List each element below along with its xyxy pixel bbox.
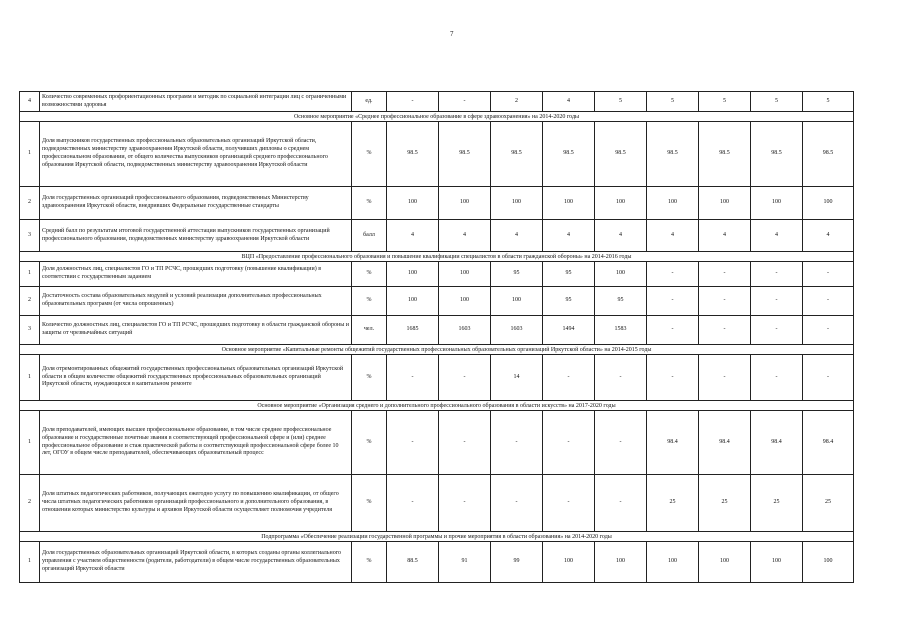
indicator-value: 4 <box>543 220 595 252</box>
indicator-value: 100 <box>543 187 595 220</box>
indicator-row <box>20 475 854 532</box>
indicator-row <box>20 220 854 252</box>
indicator-value: - <box>699 262 751 287</box>
indicator-value: 5 <box>595 92 647 112</box>
indicator-value: 98.4 <box>803 411 854 475</box>
indicator-name: Средний балл по результатам итоговой государственной аттестации выпускников государственных организаций профессионального образования, подведомственных министерству здравоохранения Иркутской области <box>40 220 352 252</box>
indicator-value: 1685 <box>387 316 439 345</box>
indicator-value: 95 <box>543 287 595 316</box>
indicator-name: Доля государственных образовательных организаций Иркутской области, в которых созданы органы коллегиального управления с участием общественности (родители, работодатели) в общем числе государственных образовательных организаций Иркутской области <box>40 542 352 583</box>
indicator-value: - <box>699 316 751 345</box>
indicator-row <box>20 262 854 287</box>
indicator-value: 100 <box>491 287 543 316</box>
indicator-value: 91 <box>439 542 491 583</box>
indicator-row <box>20 187 854 220</box>
indicator-value: 100 <box>647 187 699 220</box>
indicator-value: - <box>751 262 803 287</box>
indicator-value: 1583 <box>595 316 647 345</box>
indicator-value: - <box>543 411 595 475</box>
indicator-value: - <box>751 287 803 316</box>
section-title: Подпрограмма «Обеспечение реализации государственной программы и прочие мероприятия в области образования» на 2014-2020 годы <box>20 532 854 542</box>
row-number: 4 <box>20 92 40 112</box>
indicator-value: 4 <box>699 220 751 252</box>
indicator-value: 5 <box>803 92 854 112</box>
indicator-value: 88.5 <box>387 542 439 583</box>
indicator-value: 98.5 <box>647 122 699 187</box>
indicator-row <box>20 411 854 475</box>
indicators-table <box>19 91 854 583</box>
indicator-row <box>20 287 854 316</box>
indicator-value: - <box>803 287 854 316</box>
indicator-value: - <box>491 475 543 532</box>
indicator-name: Доля штатных педагогических работников, получающих ежегодно услугу по повышению квалификации, от общего числа штатных педагогических работников организаций профессионального и дополнительного образования, в отношении которых министерство культуры и архивов Иркутской области осуществляет полномочия учредителя <box>40 475 352 532</box>
indicator-value: - <box>439 355 491 401</box>
indicator-value: 4 <box>595 220 647 252</box>
page-number: 7 <box>450 30 454 38</box>
indicator-name: Количество должностных лиц, специалистов ГО и ТП РСЧС, прошедших подготовку в области гражданской обороны и защиты от чрезвычайных ситуаций <box>40 316 352 345</box>
indicator-value: 100 <box>387 187 439 220</box>
indicator-row <box>20 316 854 345</box>
unit-of-measure: % <box>352 287 387 316</box>
row-number: 1 <box>20 262 40 287</box>
section-header-row <box>20 345 854 355</box>
indicator-value: 98.4 <box>699 411 751 475</box>
row-number: 1 <box>20 411 40 475</box>
row-number: 2 <box>20 187 40 220</box>
indicator-value: 100 <box>647 542 699 583</box>
indicator-value: - <box>439 475 491 532</box>
indicator-value: 98.5 <box>387 122 439 187</box>
indicator-value: 100 <box>543 542 595 583</box>
indicator-value: 95 <box>491 262 543 287</box>
indicator-value: - <box>387 355 439 401</box>
indicator-value: 2 <box>491 92 543 112</box>
indicator-row <box>20 92 854 112</box>
indicator-value: 100 <box>595 187 647 220</box>
row-number: 1 <box>20 542 40 583</box>
section-title: Основное мероприятие «Капитальные ремонты общежитий государственных профессиональных образовательных организаций Иркутской области» на 2014-2015 годы <box>20 345 854 355</box>
indicator-value: 98.5 <box>543 122 595 187</box>
indicator-value: - <box>647 316 699 345</box>
indicator-value: 98.5 <box>803 122 854 187</box>
indicator-value: - <box>647 355 699 401</box>
section-header-row <box>20 252 854 262</box>
indicator-value: 4 <box>751 220 803 252</box>
indicator-value: 98.5 <box>439 122 491 187</box>
indicator-value: 4 <box>387 220 439 252</box>
indicator-value: - <box>803 262 854 287</box>
unit-of-measure: % <box>352 475 387 532</box>
unit-of-measure: % <box>352 411 387 475</box>
indicator-value: 100 <box>751 542 803 583</box>
indicator-value: 100 <box>595 542 647 583</box>
indicator-value: 1603 <box>439 316 491 345</box>
indicator-value: 25 <box>803 475 854 532</box>
indicator-name: Доля государственных организаций профессионального образования, подведомственных Министерству здравоохранения Иркутской области, внедривших Федеральные государственные стандарты <box>40 187 352 220</box>
indicator-value: 98.5 <box>751 122 803 187</box>
row-number: 2 <box>20 475 40 532</box>
indicator-value: - <box>595 411 647 475</box>
indicator-value: 25 <box>647 475 699 532</box>
indicator-value: 98.4 <box>647 411 699 475</box>
indicator-name: Количество современных профориентационных программ и методик по социальной интеграции лиц с ограниченными возможностями здоровья <box>40 92 352 112</box>
indicator-value: 98.5 <box>595 122 647 187</box>
indicator-name: Доля должностных лиц, специалистов ГО и ТП РСЧС, прошедших подготовку (повышение квалификации) в соответствии с государственным заданием <box>40 262 352 287</box>
indicator-value: 95 <box>543 262 595 287</box>
indicator-name: Достаточность состава образовательных модулей и условий реализации дополнительных профессиональных образовательных программ (от числа опрошенных) <box>40 287 352 316</box>
indicator-value: 5 <box>699 92 751 112</box>
indicator-value: - <box>595 355 647 401</box>
indicator-value: 98.4 <box>751 411 803 475</box>
row-number: 3 <box>20 316 40 345</box>
indicator-value: - <box>751 355 803 401</box>
indicator-value: - <box>647 262 699 287</box>
indicator-value: 100 <box>439 187 491 220</box>
indicator-row <box>20 542 854 583</box>
unit-of-measure: % <box>352 122 387 187</box>
indicator-value: 100 <box>387 287 439 316</box>
indicator-name: Доля преподавателей, имеющих высшее профессиональное образование, в том числе среднее профессиональное образование и государственные почетные звания в соответствующей профессиональной сфере и (или) среднее профессиональное образование и стаж практической работы в соответствующей профессиональной сфере более 10 лет, ОГОУ в общем числе преподавателей, обеспечивающих образовательный процесс <box>40 411 352 475</box>
indicator-value: - <box>491 411 543 475</box>
unit-of-measure: % <box>352 262 387 287</box>
indicator-value: 25 <box>751 475 803 532</box>
indicator-value: 95 <box>595 287 647 316</box>
indicator-value: 4 <box>439 220 491 252</box>
indicator-value: 100 <box>595 262 647 287</box>
indicator-value: - <box>543 475 595 532</box>
indicator-value: 4 <box>803 220 854 252</box>
indicator-value: - <box>699 287 751 316</box>
indicator-value: 100 <box>439 287 491 316</box>
section-title: ВЦП «Предоставление профессионального образования и повышение квалификации специалистов в области гражданской обороны» на 2014-2016 годы <box>20 252 854 262</box>
section-header-row <box>20 401 854 411</box>
indicators-table-body <box>20 92 854 583</box>
indicator-value: 1494 <box>543 316 595 345</box>
indicator-value: 4 <box>491 220 543 252</box>
section-title: Основное мероприятие «Организация среднего и дополнительного профессионального образования в области искусств» на 2017-2020 годы <box>20 401 854 411</box>
indicator-value: - <box>647 287 699 316</box>
indicator-row <box>20 355 854 401</box>
indicator-value: 5 <box>751 92 803 112</box>
indicator-value: 100 <box>699 187 751 220</box>
indicator-value: 100 <box>699 542 751 583</box>
unit-of-measure: % <box>352 187 387 220</box>
unit-of-measure: % <box>352 542 387 583</box>
row-number: 3 <box>20 220 40 252</box>
indicator-value: 100 <box>439 262 491 287</box>
indicator-value: - <box>751 316 803 345</box>
unit-of-measure: чел. <box>352 316 387 345</box>
indicator-row <box>20 122 854 187</box>
row-number: 1 <box>20 355 40 401</box>
indicator-value: - <box>803 316 854 345</box>
unit-of-measure: балл <box>352 220 387 252</box>
indicator-value: 100 <box>387 262 439 287</box>
indicator-value: - <box>439 411 491 475</box>
indicator-value: - <box>595 475 647 532</box>
section-title: Основное мероприятие «Среднее профессиональное образование в сфере здравоохранения» на 2014-2020 годы <box>20 112 854 122</box>
indicator-value: - <box>699 355 751 401</box>
indicator-value: 4 <box>543 92 595 112</box>
indicator-value: 4 <box>647 220 699 252</box>
indicator-name: Доля отремонтированных общежитий государственных профессиональных образовательных организаций Иркутской области в общем количестве общежитий государственных профессиональных образовательных организаций Иркутской области, нуждающихся в капитальном ремонте <box>40 355 352 401</box>
indicator-value: - <box>387 411 439 475</box>
indicator-value: 14 <box>491 355 543 401</box>
section-header-row <box>20 532 854 542</box>
indicator-value: 5 <box>647 92 699 112</box>
unit-of-measure: ед. <box>352 92 387 112</box>
indicator-value: 100 <box>803 542 854 583</box>
indicator-value: - <box>387 475 439 532</box>
indicator-value: - <box>439 92 491 112</box>
section-header-row <box>20 112 854 122</box>
indicator-value: 98.5 <box>491 122 543 187</box>
indicator-value: - <box>543 355 595 401</box>
indicator-value: 100 <box>751 187 803 220</box>
indicator-value: 100 <box>491 187 543 220</box>
indicator-value: 1603 <box>491 316 543 345</box>
indicator-value: 99 <box>491 542 543 583</box>
indicator-name: Доля выпускников государственных профессиональных образовательных организаций Иркутской области, подведомственных министерству здравоохранения Иркутской области, получивших дипломы о среднем профессиональном образовании, от общего количества выпускников организаций среднего профессионального образования Иркутской области, подведомственных министерству здравоохранения Иркутской области <box>40 122 352 187</box>
indicator-value: 98.5 <box>699 122 751 187</box>
indicator-value: - <box>803 355 854 401</box>
indicator-value: - <box>387 92 439 112</box>
row-number: 1 <box>20 122 40 187</box>
indicator-value: 25 <box>699 475 751 532</box>
unit-of-measure: % <box>352 355 387 401</box>
indicator-value: 100 <box>803 187 854 220</box>
row-number: 2 <box>20 287 40 316</box>
